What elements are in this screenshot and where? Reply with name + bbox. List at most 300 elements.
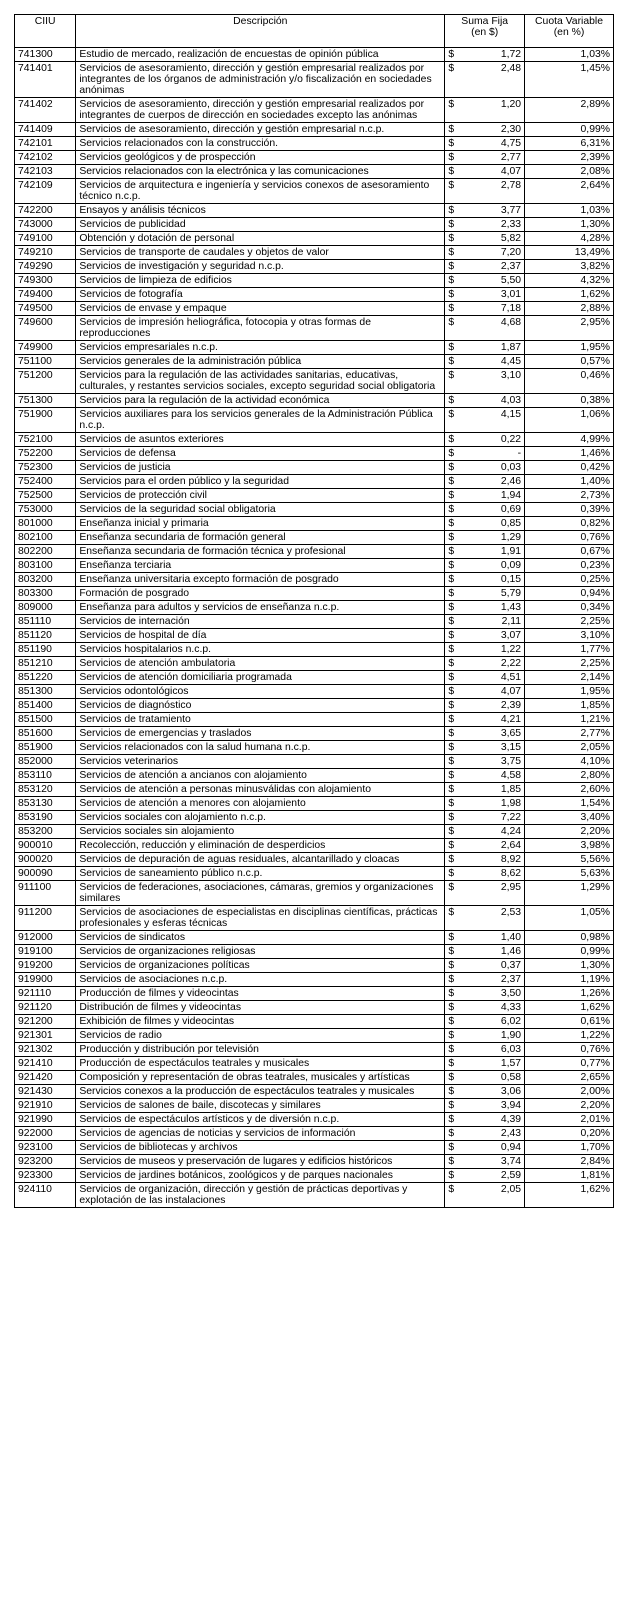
cuota-variable: 1,30% — [525, 218, 614, 232]
suma-fija-value: 0,37 — [500, 960, 522, 971]
table-row — [15, 839, 614, 853]
cuota-variable: 1,54% — [525, 797, 614, 811]
suma-fija — [445, 137, 525, 151]
description: Exhibición de filmes y videocintas — [76, 1015, 445, 1029]
currency-symbol: $ — [448, 756, 455, 767]
ciiu-code: 751200 — [15, 369, 76, 394]
description: Servicios sociales con alojamiento n.c.p. — [76, 811, 445, 825]
ciiu-code: 751100 — [15, 355, 76, 369]
currency-symbol: $ — [448, 672, 455, 683]
suma-fija — [445, 713, 525, 727]
suma-fija-value: 3,07 — [500, 630, 522, 641]
description: Servicios de saneamiento público n.c.p. — [76, 867, 445, 881]
suma-fija — [445, 1169, 525, 1183]
table-row — [15, 218, 614, 232]
currency-symbol: $ — [448, 490, 455, 501]
ciiu-code: 851210 — [15, 657, 76, 671]
currency-symbol: $ — [448, 1044, 455, 1055]
cuota-variable: 1,03% — [525, 204, 614, 218]
suma-fija-value: 4,58 — [500, 770, 522, 781]
ciiu-code: 809000 — [15, 601, 76, 615]
suma-fija-value: 2,43 — [500, 1128, 522, 1139]
suma-fija-value: 4,15 — [500, 409, 522, 420]
table-row — [15, 316, 614, 341]
suma-fija — [445, 246, 525, 260]
suma-fija — [445, 408, 525, 433]
description: Servicios de museos y preservación de lugares y edificios históricos — [76, 1155, 445, 1169]
suma-fija-value: 1,57 — [500, 1058, 522, 1069]
ciiu-code: 912000 — [15, 931, 76, 945]
table-row — [15, 1001, 614, 1015]
suma-fija-value: 2,05 — [500, 1184, 522, 1195]
suma-fija — [445, 987, 525, 1001]
ciiu-code: 801000 — [15, 517, 76, 531]
suma-fija — [445, 573, 525, 587]
suma-fija-value: 1,98 — [500, 798, 522, 809]
cuota-variable: 4,99% — [525, 433, 614, 447]
description: Servicios de bibliotecas y archivos — [76, 1141, 445, 1155]
ciiu-code: 751900 — [15, 408, 76, 433]
currency-symbol: $ — [448, 602, 455, 613]
currency-symbol: $ — [448, 63, 455, 74]
currency-symbol: $ — [448, 518, 455, 529]
description: Servicios de organizaciones religiosas — [76, 945, 445, 959]
currency-symbol: $ — [448, 826, 455, 837]
suma-fija-value: 2,53 — [500, 907, 522, 918]
suma-fija — [445, 699, 525, 713]
table-row — [15, 699, 614, 713]
description: Servicios de asesoramiento, dirección y gestión empresarial n.c.p. — [76, 123, 445, 137]
description: Servicios de atención ambulatoria — [76, 657, 445, 671]
cuota-variable: 1,05% — [525, 906, 614, 931]
table-row — [15, 274, 614, 288]
ciiu-code: 852000 — [15, 755, 76, 769]
currency-symbol: $ — [448, 448, 455, 459]
table-row — [15, 671, 614, 685]
description: Servicios de salones de baile, discotecas y similares — [76, 1099, 445, 1113]
description: Servicios empresariales n.c.p. — [76, 341, 445, 355]
description: Enseñanza universitaria excepto formación de posgrado — [76, 573, 445, 587]
currency-symbol: $ — [448, 1100, 455, 1111]
currency-symbol: $ — [448, 1128, 455, 1139]
table-row — [15, 137, 614, 151]
description: Servicios para la regulación de la actividad económica — [76, 394, 445, 408]
description: Servicios odontológicos — [76, 685, 445, 699]
suma-fija — [445, 1015, 525, 1029]
ciiu-code: 851600 — [15, 727, 76, 741]
currency-symbol: $ — [448, 219, 455, 230]
suma-fija — [445, 151, 525, 165]
table-row — [15, 531, 614, 545]
currency-symbol: $ — [448, 1114, 455, 1125]
currency-symbol: $ — [448, 988, 455, 999]
suma-fija-value: 1,43 — [500, 602, 522, 613]
currency-symbol: $ — [448, 784, 455, 795]
suma-fija — [445, 232, 525, 246]
suma-fija — [445, 973, 525, 987]
cuota-variable: 2,05% — [525, 741, 614, 755]
suma-fija-value: 1,91 — [500, 546, 522, 557]
table-row — [15, 853, 614, 867]
table-row — [15, 727, 614, 741]
currency-symbol: $ — [448, 907, 455, 918]
ciiu-code: 853130 — [15, 797, 76, 811]
suma-fija — [445, 123, 525, 137]
description: Servicios de asociaciones n.c.p. — [76, 973, 445, 987]
description: Servicios de atención a ancianos con alojamiento — [76, 769, 445, 783]
table-row — [15, 741, 614, 755]
ciiu-code: 923200 — [15, 1155, 76, 1169]
suma-fija — [445, 369, 525, 394]
currency-symbol: $ — [448, 152, 455, 163]
description: Enseñanza inicial y primaria — [76, 517, 445, 531]
suma-fija-value: 0,58 — [500, 1072, 522, 1083]
suma-fija — [445, 394, 525, 408]
suma-fija-value: 4,45 — [500, 356, 522, 367]
suma-fija — [445, 48, 525, 62]
description: Servicios de envase y empaque — [76, 302, 445, 316]
table-body — [15, 48, 614, 1208]
cuota-variable: 4,32% — [525, 274, 614, 288]
table-row — [15, 517, 614, 531]
ciiu-code: 911200 — [15, 906, 76, 931]
ciiu-code: 751300 — [15, 394, 76, 408]
currency-symbol: $ — [448, 342, 455, 353]
ciiu-code: 921430 — [15, 1085, 76, 1099]
description: Producción y distribución por televisión — [76, 1043, 445, 1057]
cuota-variable: 2,01% — [525, 1113, 614, 1127]
currency-symbol: $ — [448, 728, 455, 739]
table-row — [15, 685, 614, 699]
description: Servicios de publicidad — [76, 218, 445, 232]
currency-symbol: $ — [448, 1086, 455, 1097]
cuota-variable: 5,56% — [525, 853, 614, 867]
suma-fija-value: 2,48 — [500, 63, 522, 74]
ciiu-code: 853120 — [15, 783, 76, 797]
ciiu-code: 900010 — [15, 839, 76, 853]
currency-symbol: $ — [448, 124, 455, 135]
table-row — [15, 783, 614, 797]
cuota-variable: 0,82% — [525, 517, 614, 531]
cuota-variable: 1,03% — [525, 48, 614, 62]
cuota-variable: 0,67% — [525, 545, 614, 559]
table-row — [15, 394, 614, 408]
description: Obtención y dotación de personal — [76, 232, 445, 246]
cuota-variable: 1,95% — [525, 341, 614, 355]
description: Servicios de arquitectura e ingeniería y servicios conexos de asesoramiento técnico n.c.p. — [76, 179, 445, 204]
currency-symbol: $ — [448, 946, 455, 957]
ciiu-code: 921910 — [15, 1099, 76, 1113]
table-row — [15, 48, 614, 62]
suma-fija-value: 4,07 — [500, 686, 522, 697]
cuota-variable: 1,46% — [525, 447, 614, 461]
table-row — [15, 62, 614, 98]
suma-fija-value: 4,39 — [500, 1114, 522, 1125]
suma-fija — [445, 517, 525, 531]
ciiu-code: 923100 — [15, 1141, 76, 1155]
suma-fija-value: 0,03 — [500, 462, 522, 473]
table-row — [15, 825, 614, 839]
cuota-variable: 1,45% — [525, 62, 614, 98]
header-row — [15, 15, 614, 48]
table-row — [15, 1113, 614, 1127]
cuota-variable: 1,40% — [525, 475, 614, 489]
cuota-variable: 5,63% — [525, 867, 614, 881]
currency-symbol: $ — [448, 166, 455, 177]
description: Servicios de sindicatos — [76, 931, 445, 945]
table-row — [15, 1071, 614, 1085]
table-row — [15, 151, 614, 165]
description: Servicios de asesoramiento, dirección y gestión empresarial realizados por integrantes de los órganos de administración y/o fiscalización en sociedades anónimas — [76, 62, 445, 98]
description: Servicios de emergencias y traslados — [76, 727, 445, 741]
cuota-variable: 2,08% — [525, 165, 614, 179]
cuota-variable: 3,82% — [525, 260, 614, 274]
suma-fija — [445, 1155, 525, 1169]
table-row — [15, 945, 614, 959]
ciiu-code: 741402 — [15, 98, 76, 123]
ciiu-code: 752100 — [15, 433, 76, 447]
suma-fija — [445, 741, 525, 755]
suma-fija-value: 4,51 — [500, 672, 522, 683]
currency-symbol: $ — [448, 409, 455, 420]
ciiu-code: 742103 — [15, 165, 76, 179]
suma-fija-value: 2,33 — [500, 219, 522, 230]
table-row — [15, 973, 614, 987]
table-row — [15, 881, 614, 906]
description: Servicios de internación — [76, 615, 445, 629]
currency-symbol: $ — [448, 532, 455, 543]
description: Servicios generales de la administración pública — [76, 355, 445, 369]
ciiu-code: 851110 — [15, 615, 76, 629]
ciiu-code: 749600 — [15, 316, 76, 341]
suma-fija-value: 3,15 — [500, 742, 522, 753]
currency-symbol: $ — [448, 840, 455, 851]
cuota-variable: 2,39% — [525, 151, 614, 165]
suma-fija-value: 7,18 — [500, 303, 522, 314]
cuota-variable: 2,77% — [525, 727, 614, 741]
description: Servicios de diagnóstico — [76, 699, 445, 713]
suma-fija-value: 5,50 — [500, 275, 522, 286]
description: Servicios de agencias de noticias y servicios de información — [76, 1127, 445, 1141]
suma-fija-value: 4,21 — [500, 714, 522, 725]
suma-fija-value: 3,01 — [500, 289, 522, 300]
ciiu-code: 749300 — [15, 274, 76, 288]
cuota-variable: 2,65% — [525, 1071, 614, 1085]
suma-fija-value: 0,22 — [500, 434, 522, 445]
currency-symbol: $ — [448, 658, 455, 669]
header-cuota-variable: Cuota Variable (en %) — [525, 15, 614, 48]
suma-fija — [445, 1029, 525, 1043]
suma-fija — [445, 489, 525, 503]
suma-fija — [445, 165, 525, 179]
currency-symbol: $ — [448, 138, 455, 149]
ciiu-code: 753000 — [15, 503, 76, 517]
ciiu-code: 900020 — [15, 853, 76, 867]
table-row — [15, 475, 614, 489]
currency-symbol: $ — [448, 714, 455, 725]
description: Servicios sociales sin alojamiento — [76, 825, 445, 839]
suma-fija — [445, 433, 525, 447]
suma-fija — [445, 769, 525, 783]
suma-fija — [445, 959, 525, 973]
currency-symbol: $ — [448, 616, 455, 627]
currency-symbol: $ — [448, 303, 455, 314]
currency-symbol: $ — [448, 960, 455, 971]
cuota-variable: 0,61% — [525, 1015, 614, 1029]
table-row — [15, 559, 614, 573]
ciiu-code: 921990 — [15, 1113, 76, 1127]
suma-fija-value: 2,30 — [500, 124, 522, 135]
table-row — [15, 811, 614, 825]
suma-fija — [445, 825, 525, 839]
cuota-variable: 1,85% — [525, 699, 614, 713]
ciiu-code: 741409 — [15, 123, 76, 137]
cuota-variable: 0,20% — [525, 1127, 614, 1141]
currency-symbol: $ — [448, 476, 455, 487]
table-row — [15, 1057, 614, 1071]
description: Servicios hospitalarios n.c.p. — [76, 643, 445, 657]
currency-symbol: $ — [448, 1058, 455, 1069]
ciiu-code: 851400 — [15, 699, 76, 713]
table-row — [15, 713, 614, 727]
suma-fija — [445, 797, 525, 811]
suma-fija-value: 4,75 — [500, 138, 522, 149]
ciiu-code: 749400 — [15, 288, 76, 302]
currency-symbol: $ — [448, 99, 455, 110]
cuota-variable: 0,25% — [525, 573, 614, 587]
currency-symbol: $ — [448, 882, 455, 893]
description: Servicios de hospital de día — [76, 629, 445, 643]
suma-fija-value: 3,94 — [500, 1100, 522, 1111]
table-row — [15, 1183, 614, 1208]
suma-fija — [445, 587, 525, 601]
description: Servicios de fotografía — [76, 288, 445, 302]
suma-fija — [445, 1057, 525, 1071]
description: Servicios de federaciones, asociaciones, cámaras, gremios y organizaciones similares — [76, 881, 445, 906]
ciiu-code: 851220 — [15, 671, 76, 685]
cuota-variable: 1,62% — [525, 1001, 614, 1015]
suma-fija-value: 4,24 — [500, 826, 522, 837]
suma-fija — [445, 1183, 525, 1208]
description: Servicios de la seguridad social obligatoria — [76, 503, 445, 517]
suma-fija — [445, 629, 525, 643]
table-row — [15, 545, 614, 559]
ciiu-code: 742200 — [15, 204, 76, 218]
suma-fija-value: 1,90 — [500, 1030, 522, 1041]
suma-fija-value: 1,85 — [500, 784, 522, 795]
description: Enseñanza secundaria de formación general — [76, 531, 445, 545]
table-row — [15, 232, 614, 246]
cuota-variable: 0,57% — [525, 355, 614, 369]
suma-fija-value: 2,64 — [500, 840, 522, 851]
suma-fija — [445, 906, 525, 931]
table-row — [15, 1099, 614, 1113]
suma-fija — [445, 531, 525, 545]
cuota-variable: 1,19% — [525, 973, 614, 987]
suma-fija-value: 3,77 — [500, 205, 522, 216]
header-suma-fija: Suma Fija (en $) — [445, 15, 525, 48]
description: Servicios de atención domiciliaria programada — [76, 671, 445, 685]
ciiu-code: 921302 — [15, 1043, 76, 1057]
ciiu-code: 923300 — [15, 1169, 76, 1183]
cuota-variable: 1,70% — [525, 1141, 614, 1155]
suma-fija-value: 2,78 — [500, 180, 522, 191]
suma-fija — [445, 1099, 525, 1113]
suma-fija — [445, 316, 525, 341]
cuota-variable: 0,77% — [525, 1057, 614, 1071]
cuota-variable: 2,00% — [525, 1085, 614, 1099]
cuota-variable: 3,10% — [525, 629, 614, 643]
table-row — [15, 165, 614, 179]
table-row — [15, 123, 614, 137]
suma-fija-value: 3,50 — [500, 988, 522, 999]
description: Servicios de radio — [76, 1029, 445, 1043]
description: Servicios de protección civil — [76, 489, 445, 503]
table-row — [15, 959, 614, 973]
ciiu-code: 752400 — [15, 475, 76, 489]
ciiu-code: 752200 — [15, 447, 76, 461]
table-row — [15, 987, 614, 1001]
description: Servicios de limpieza de edificios — [76, 274, 445, 288]
description: Servicios relacionados con la electrónica y las comunicaciones — [76, 165, 445, 179]
currency-symbol: $ — [448, 546, 455, 557]
ciiu-code: 749290 — [15, 260, 76, 274]
cuota-variable: 2,20% — [525, 1099, 614, 1113]
ciiu-code: 922000 — [15, 1127, 76, 1141]
suma-fija-value: 4,33 — [500, 1002, 522, 1013]
table-row — [15, 355, 614, 369]
ciiu-code: 853200 — [15, 825, 76, 839]
header-ciiu: CIIU — [15, 15, 76, 48]
suma-fija-value: 7,20 — [500, 247, 522, 258]
suma-fija-value: 3,10 — [500, 370, 522, 381]
suma-fija — [445, 945, 525, 959]
table-row — [15, 615, 614, 629]
currency-symbol: $ — [448, 261, 455, 272]
table-row — [15, 246, 614, 260]
suma-fija-value: 0,09 — [500, 560, 522, 571]
description: Enseñanza terciaria — [76, 559, 445, 573]
ciiu-code: 742109 — [15, 179, 76, 204]
ciiu-code: 851300 — [15, 685, 76, 699]
suma-fija — [445, 685, 525, 699]
currency-symbol: $ — [448, 317, 455, 328]
table-row — [15, 1127, 614, 1141]
cuota-variable: 0,76% — [525, 531, 614, 545]
description: Servicios de depuración de aguas residuales, alcantarillado y cloacas — [76, 853, 445, 867]
cuota-variable: 2,88% — [525, 302, 614, 316]
suma-fija-value: 1,22 — [500, 644, 522, 655]
table-row — [15, 1029, 614, 1043]
table-row — [15, 1169, 614, 1183]
cuota-variable: 2,25% — [525, 615, 614, 629]
suma-fija — [445, 545, 525, 559]
table-row — [15, 1043, 614, 1057]
cuota-variable: 0,98% — [525, 931, 614, 945]
currency-symbol: $ — [448, 644, 455, 655]
currency-symbol: $ — [448, 560, 455, 571]
currency-symbol: $ — [448, 275, 455, 286]
suma-fija — [445, 218, 525, 232]
currency-symbol: $ — [448, 395, 455, 406]
suma-fija — [445, 302, 525, 316]
ciiu-code: 749100 — [15, 232, 76, 246]
ciiu-code: 921420 — [15, 1071, 76, 1085]
suma-fija-value: 5,79 — [500, 588, 522, 599]
description: Servicios conexos a la producción de espectáculos teatrales y musicales — [76, 1085, 445, 1099]
ciiu-code: 853110 — [15, 769, 76, 783]
description: Enseñanza secundaria de formación técnica y profesional — [76, 545, 445, 559]
